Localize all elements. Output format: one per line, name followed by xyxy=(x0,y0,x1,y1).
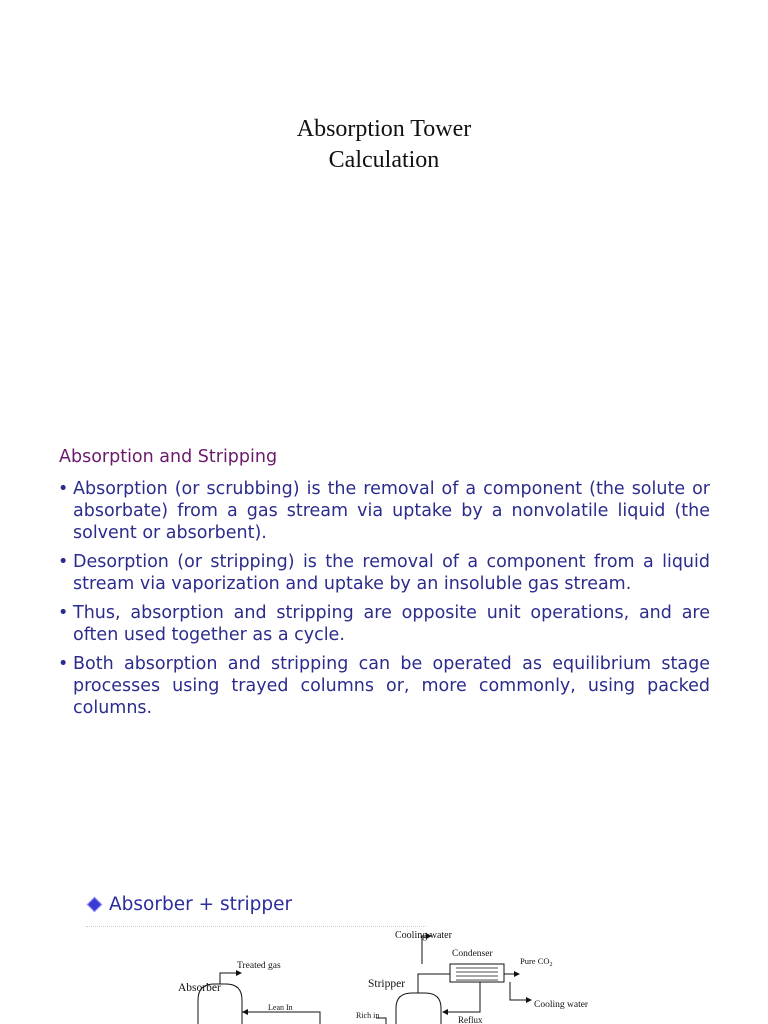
label-reflux: Reflux xyxy=(458,1015,483,1024)
slide-title-line-1: Absorption Tower xyxy=(296,116,472,142)
bullet-item xyxy=(58,653,710,719)
label-lean-in: Lean In xyxy=(268,1003,293,1012)
label-absorber: Absorber xyxy=(178,982,221,994)
bullet-text: Desorption (or stripping) is the removal of a component from a liquid stream via vaporization and uptake by an insoluble gas stream. xyxy=(73,552,710,594)
bullet-item xyxy=(58,602,710,646)
label-treated-gas: Treated gas xyxy=(237,961,281,971)
label-stripper: Stripper xyxy=(368,978,406,990)
label-cooling-water-top: Cooling water xyxy=(395,930,452,941)
slide-title-line-2: Calculation xyxy=(328,147,440,173)
bullet-dot-icon: • xyxy=(58,603,69,623)
section-heading: Absorption and Stripping xyxy=(59,447,278,467)
reflux-line xyxy=(448,982,480,1012)
figure-heading-text: Absorber + stripper xyxy=(109,894,293,915)
overhead-vapor-line xyxy=(418,974,450,993)
cooling-water-out-line xyxy=(510,982,526,1000)
bullet-item xyxy=(58,478,710,544)
condenser-icon xyxy=(450,964,504,982)
bullet-text: Thus, absorption and stripping are opposite unit operations, and are often used together as a cycle. xyxy=(73,603,710,645)
bullet-text: Both absorption and stripping can be operated as equilibrium stage processes using trayed columns or, more commonly, using packed columns. xyxy=(73,654,710,718)
absorber-stripper-diagram xyxy=(86,890,606,1024)
lean-in-line xyxy=(242,1012,320,1024)
bullet-item xyxy=(58,551,710,595)
bullet-list xyxy=(58,478,710,726)
bullet-dot-icon: • xyxy=(58,552,69,572)
embedded-figure-slide xyxy=(86,890,606,1024)
label-pure-co2: Pure $CO_2$ xyxy=(520,956,553,968)
bullet-dot-icon: • xyxy=(58,654,69,674)
treated-gas-line xyxy=(220,973,236,984)
label-condenser: Condenser xyxy=(452,949,493,959)
bullet-dot-icon: • xyxy=(58,479,69,499)
slide-title xyxy=(0,114,768,176)
label-cooling-water-right: Cooling water xyxy=(534,1000,589,1010)
bullet-text: Absorption (or scrubbing) is the removal of a component (the solute or absorbate) from a gas stream via uptake by a nonvolatile liquid (the solvent or absorbent). xyxy=(73,479,710,543)
label-rich-in: Rich in xyxy=(356,1011,380,1020)
stripper-column-shape xyxy=(396,993,441,1024)
